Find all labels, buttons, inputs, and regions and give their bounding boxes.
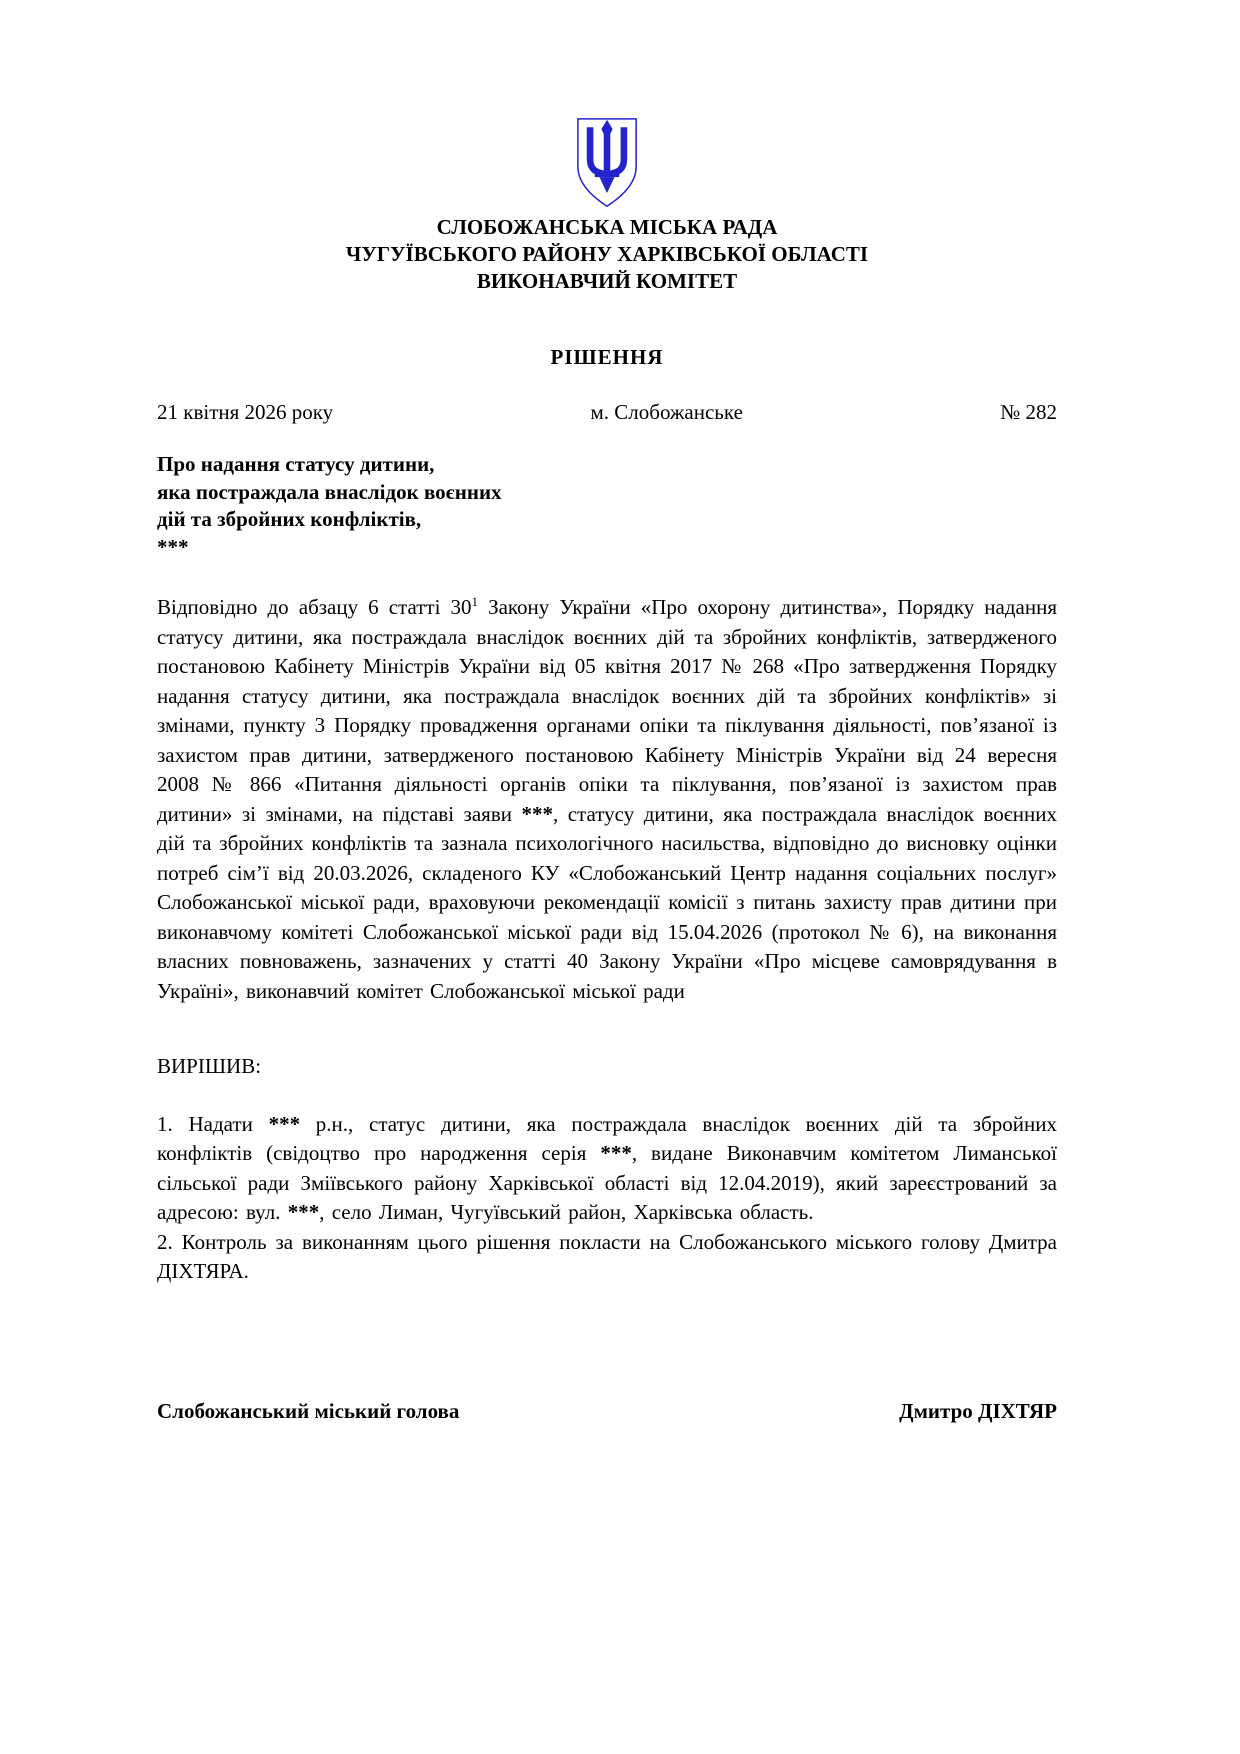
document-content [0, 116, 1240, 1424]
subject-line-3: дій та збройних конфліктів, [157, 507, 422, 531]
organization-header [157, 214, 1057, 295]
item1-text-d: , село Лиман, Чугуївський район, Харківська область. [319, 1200, 814, 1224]
document-place: м. Слобожанське [590, 400, 743, 424]
signature-row [157, 1399, 1057, 1424]
org-name-line-2: ЧУГУЇВСЬКОГО РАЙОНУ ХАРКІВСЬКОЇ ОБЛАСТІ [345, 242, 869, 266]
resolution-item-2: 2. Контроль за виконанням цього рішення покласти на Слобожанського міського голову Дмитра ДІХТЯРА. [157, 1229, 1057, 1283]
subject-line-1: Про надання статусу дитини, [157, 452, 435, 476]
preamble-text-b: Закону України «Про охорону дитинства», Порядку надання статусу дитини, яка постраждала внаслідок воєнних дій та збройних конфліктів, затвердженого постановою Кабінету Міністрів України від 05 квітня 2017 № 268 «Про затвердження Порядку надання статусу дитини, яка постраждала внаслідок воєнних дій та збройних конфліктів» зі змінами, пункту 3 Порядку провадження органами опіки та піклування діяльності, пов’язаної із захистом прав дитини, затвердженого постановою Кабінету Міністрів України від 24 вересня 2008 № 866 «Питання діяльності органів опіки та піклування, пов’язаної із захистом прав дитини» зі змінами, на підставі заяви [157, 595, 1057, 826]
signature-position-title: Слобожанський міський голова [157, 1398, 460, 1423]
document-date: 21 квітня 2026 року [157, 400, 334, 424]
document-subject-block [157, 451, 1057, 561]
resolution-heading: ВИРІШИВ: [157, 1054, 262, 1078]
document-meta-row [157, 400, 1057, 425]
resolution-item-1 [157, 1110, 1057, 1228]
item1-redaction-stars-1: *** [268, 1111, 301, 1136]
article-superscript: 1 [471, 594, 479, 609]
item1-text-b: р.н., статус дитини, яка постраждала внаслідок воєнних дій та збройних конфліктів (свідоцтво про народження серія [157, 1111, 1057, 1165]
preamble-text-c: , статусу дитини, яка постраждала внаслідок воєнних дій та збройних конфліктів та зазнала психологічного насильства, відповідно до висновку оцінки потреб сім’ї від 20.03.2026, складеного КУ «Слобожанський Центр надання соціальних послуг» Слобожанської міської ради, враховуючи рекомендації комісії з питань захисту прав дитини при виконавчому комітеті Слобожанської міської ради від 15.04.2026 (протокол № 6), на виконання власних повноважень, зазначених у статті 40 Закону України «Про місцеве самоврядування в Україні», виконавчий комітет Слобожанської міської ради [157, 801, 1057, 1003]
document-type-title: РІШЕННЯ [550, 345, 664, 369]
redaction-stars: *** [521, 801, 553, 826]
item1-text-a: 1. Надати [157, 1111, 269, 1136]
preamble-text-a: Відповідно до абзацу 6 статті 30 [157, 595, 472, 619]
org-name-line-3: ВИКОНАВЧИЙ КОМІТЕТ [476, 269, 738, 293]
document-number: № 282 [1000, 400, 1057, 424]
org-name-line-1: СЛОБОЖАНСЬКА МІСЬКА РАДА [436, 215, 778, 239]
preamble-paragraph [157, 593, 1057, 1006]
signature-person-name: Дмитро ДІХТЯР [899, 1398, 1057, 1423]
item1-redaction-stars-3: *** [287, 1200, 320, 1224]
subject-redaction-stars: *** [157, 534, 189, 559]
item1-text-c: , видане Виконавчим комітетом Лиманської сільської ради Зміївського району Харківської області від 12.04.2019), який зареєстрований за адресою: вул. [157, 1141, 1057, 1224]
ukraine-trident-emblem-icon [574, 116, 640, 210]
subject-line-2: яка постраждала внаслідок воєнних [157, 479, 502, 504]
item1-redaction-stars-2: *** [600, 1141, 632, 1165]
